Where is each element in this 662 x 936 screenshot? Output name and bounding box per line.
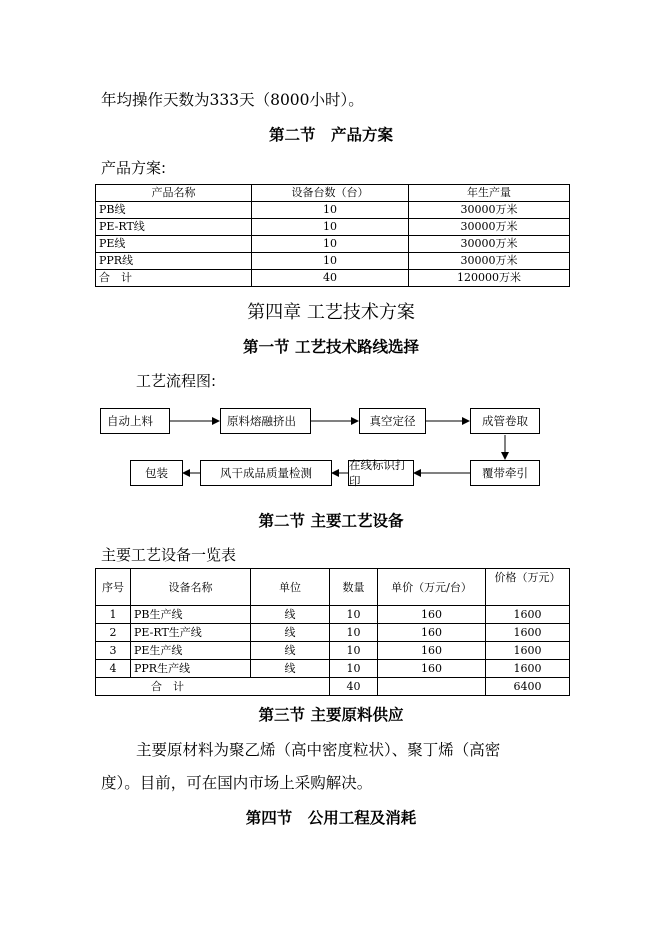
table-total-row — [96, 678, 570, 696]
cell: 1600 — [486, 660, 570, 678]
cell: 160 — [378, 606, 486, 624]
cell: 线 — [251, 642, 330, 660]
section-title-product-plan: 第二节 产品方案 — [268, 125, 393, 144]
flow-step-vacuum-sizing: 真空定径 — [359, 408, 426, 434]
header-cell: 年生产量 — [409, 185, 570, 202]
raw-materials-text-line2: 度）。目前，可在国内市场上采购解决。 — [101, 774, 373, 792]
cell: 1600 — [486, 606, 570, 624]
cell: 10 — [330, 606, 378, 624]
cell: 10 — [252, 202, 409, 219]
header-cell: 产品名称 — [96, 185, 252, 202]
table-row — [96, 624, 570, 642]
cell: 10 — [330, 624, 378, 642]
cell: PB线 — [96, 202, 252, 219]
raw-materials-text-line1: 主要原材料为聚乙烯（高中密度粒状）、聚丁烯（高密 — [136, 741, 501, 759]
cell: 2 — [96, 624, 131, 642]
cell: 4 — [96, 660, 131, 678]
section-title-main-equipment: 第二节 主要工艺设备 — [258, 511, 404, 530]
section-title-process-route: 第一节 工艺技术路线选择 — [243, 337, 419, 356]
cell: 线 — [251, 624, 330, 642]
cell: 线 — [251, 660, 330, 678]
table-row — [96, 606, 570, 624]
cell: 160 — [378, 624, 486, 642]
cell: 合 计 — [96, 270, 252, 287]
section-title-raw-materials: 第三节 主要原料供应 — [258, 705, 404, 724]
cell: PE线 — [96, 236, 252, 253]
flow-step-auto-feed: 自动上料 — [100, 408, 170, 434]
cell: 160 — [378, 642, 486, 660]
cell: 10 — [252, 253, 409, 270]
header-cell: 价格（万元） — [486, 569, 570, 606]
cell: PE-RT生产线 — [131, 624, 251, 642]
cell: 160 — [378, 660, 486, 678]
table-header-row — [96, 569, 570, 606]
table-row — [96, 660, 570, 678]
equipment-list-label: 主要工艺设备一览表 — [101, 546, 237, 564]
header-cell: 序号 — [96, 569, 131, 606]
flow-step-belt-traction: 覆带牵引 — [470, 460, 540, 486]
cell: 合 计 — [96, 678, 330, 696]
cell: PE生产线 — [131, 642, 251, 660]
cell: 40 — [330, 678, 378, 696]
cell: 40 — [252, 270, 409, 287]
cell: 120000万米 — [409, 270, 570, 287]
cell: 10 — [330, 660, 378, 678]
flow-step-online-marking: 在线标识打印 — [348, 460, 414, 486]
cell: 30000万米 — [409, 219, 570, 236]
header-cell: 单位 — [251, 569, 330, 606]
flow-step-drying-inspection: 风干成品质量检测 — [200, 460, 332, 486]
chapter-title: 第四章 工艺技术方案 — [247, 302, 415, 323]
product-plan-label: 产品方案: — [101, 159, 167, 177]
cell: 30000万米 — [409, 236, 570, 253]
equipment-table — [95, 568, 570, 696]
cell: 3 — [96, 642, 131, 660]
cell: 10 — [252, 219, 409, 236]
cell: 线 — [251, 606, 330, 624]
section-title-utilities: 第四节 公用工程及消耗 — [245, 808, 417, 827]
cell: 1600 — [486, 624, 570, 642]
flow-step-melt-extrusion: 原料熔融挤出 — [220, 408, 311, 434]
cell: PPR线 — [96, 253, 252, 270]
cell: PPR生产线 — [131, 660, 251, 678]
header-cell: 单价（万元/台） — [378, 569, 486, 606]
intro-line: 年均操作天数为333天（8000小时）。 — [101, 91, 364, 109]
cell: 10 — [330, 642, 378, 660]
cell: 6400 — [486, 678, 570, 696]
header-cell: 数量 — [330, 569, 378, 606]
flow-label: 工艺流程图: — [136, 372, 217, 390]
cell: 30000万米 — [409, 202, 570, 219]
cell: PB生产线 — [131, 606, 251, 624]
cell: PE-RT线 — [96, 219, 252, 236]
cell: 10 — [252, 236, 409, 253]
cell: 30000万米 — [409, 253, 570, 270]
flow-step-packaging: 包装 — [130, 460, 183, 486]
header-cell: 设备台数（台） — [252, 185, 409, 202]
cell — [378, 678, 486, 696]
cell: 1 — [96, 606, 131, 624]
flow-step-coiling: 成管卷取 — [470, 408, 540, 434]
cell: 1600 — [486, 642, 570, 660]
table-row — [96, 642, 570, 660]
header-cell: 设备名称 — [131, 569, 251, 606]
